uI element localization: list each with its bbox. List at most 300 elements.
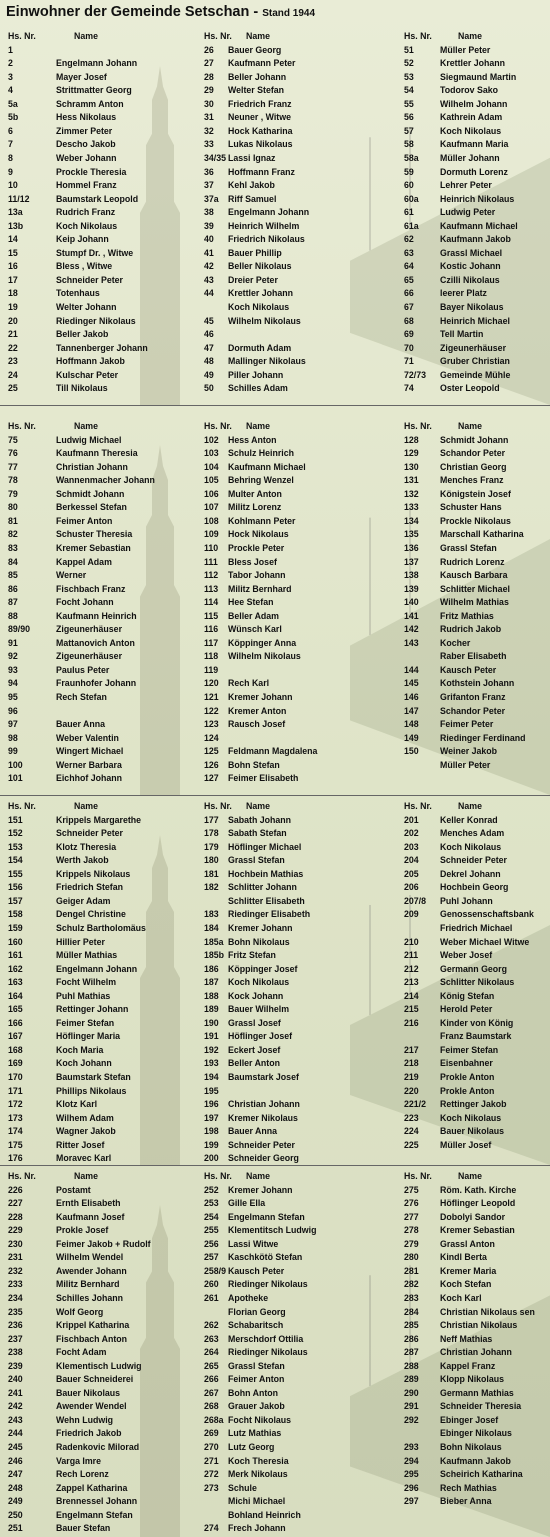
- house-number: 183: [204, 909, 219, 920]
- resident-name: Kremer Sebastian: [56, 542, 131, 553]
- house-number: 85: [8, 570, 18, 581]
- house-number: 241: [8, 1387, 23, 1398]
- resident-name: Kaufmann Michael: [228, 461, 306, 472]
- table-row: [204, 1224, 384, 1238]
- column-1: [8, 406, 188, 796]
- resident-name: Kostic Johann: [440, 261, 501, 272]
- header-name: Name: [458, 421, 482, 431]
- resident-name: Wannenmacher Johann: [56, 475, 155, 486]
- house-number: 162: [8, 963, 23, 974]
- house-number: 252: [204, 1184, 219, 1195]
- house-number: 232: [8, 1265, 23, 1276]
- resident-name: Christian Johann: [440, 1347, 512, 1358]
- table-row: [204, 1414, 384, 1428]
- resident-name: Koch Nikolaus: [228, 302, 290, 312]
- table-row: [404, 1184, 550, 1198]
- house-number: 190: [204, 1017, 219, 1028]
- house-number: 118: [204, 651, 219, 662]
- table-row: [404, 220, 550, 234]
- table-row: [204, 637, 384, 651]
- resident-name: Awender Wendel: [56, 1401, 127, 1412]
- house-number: 213: [404, 977, 419, 988]
- table-row: [404, 247, 550, 261]
- house-number: 3: [8, 71, 13, 82]
- table-row: [404, 732, 550, 746]
- table-row: [204, 1319, 384, 1333]
- resident-name: Feldmann Magdalena: [228, 746, 318, 757]
- table-row: [404, 274, 550, 288]
- table-row: [8, 1455, 188, 1469]
- resident-name: Kaufmann Jakob: [440, 234, 511, 245]
- house-number: 277: [404, 1211, 419, 1222]
- resident-name: Bauer Georg: [228, 44, 282, 55]
- resident-name: Christian Johann: [228, 1099, 300, 1110]
- resident-name: Werth Jakob: [56, 855, 109, 866]
- header-name: Name: [246, 801, 270, 811]
- table-row: [404, 1112, 550, 1126]
- house-number: 128: [404, 434, 419, 445]
- table-row: [404, 206, 550, 220]
- house-number: 135: [404, 529, 419, 540]
- resident-name: Germann Georg: [440, 963, 507, 974]
- house-number: 176: [8, 1153, 23, 1164]
- resident-name: Müller Josef: [440, 1139, 492, 1150]
- table-row: [404, 355, 550, 369]
- resident-name: Mayer Josef: [56, 71, 107, 82]
- house-number: 161: [8, 950, 23, 961]
- table-row: [204, 718, 384, 732]
- table-row: [404, 111, 550, 125]
- table-row: [204, 1211, 384, 1225]
- table-row: [8, 1003, 188, 1017]
- house-number: 182: [204, 882, 219, 893]
- table-row: [204, 895, 384, 909]
- house-number: 40: [204, 234, 214, 245]
- resident-name: Marschall Katharina: [440, 529, 524, 540]
- table-row: [404, 1373, 550, 1387]
- resident-name: Lutz Georg: [228, 1442, 275, 1452]
- resident-name: Moravec Karl: [56, 1153, 112, 1164]
- house-number: 80: [8, 502, 18, 513]
- column-1: [8, 796, 188, 1166]
- house-number: 7: [8, 139, 13, 150]
- table-row: [8, 152, 188, 166]
- house-number: 234: [8, 1292, 23, 1303]
- table-row: [404, 705, 550, 719]
- table-row: [404, 1085, 550, 1099]
- table-row: [204, 1003, 384, 1017]
- house-number: 272: [204, 1469, 219, 1480]
- resident-name: Prokle Anton: [440, 1072, 495, 1082]
- resident-name: Engelmann Johann: [56, 58, 138, 69]
- resident-name: Kaufmann Maria: [440, 139, 509, 150]
- table-row: [8, 474, 188, 488]
- resident-name: Militz Bernhard: [56, 1279, 120, 1290]
- resident-name: Merk Nikolaus: [228, 1469, 288, 1480]
- house-number: 30: [204, 98, 214, 109]
- table-row: [204, 71, 384, 85]
- table-row: [8, 1482, 188, 1496]
- house-number: 204: [404, 855, 419, 866]
- house-number: 175: [8, 1139, 23, 1150]
- table-row: [204, 342, 384, 356]
- house-number: 57: [404, 125, 414, 136]
- resident-name: Koch Theresia: [228, 1455, 289, 1466]
- house-number: 283: [404, 1292, 419, 1303]
- resident-name: Klopp Nikolaus: [440, 1374, 505, 1385]
- house-number: 267: [204, 1387, 219, 1398]
- resident-name: Engelmann Stefan: [228, 1211, 305, 1222]
- header-name: Name: [246, 31, 270, 41]
- resident-name: Rettinger Johann: [56, 1004, 129, 1015]
- resident-name: Prockle Nikolaus: [440, 515, 511, 526]
- house-number: 251: [8, 1523, 23, 1534]
- table-row: [8, 1030, 188, 1044]
- table-row: [8, 583, 188, 597]
- table-row: [404, 1455, 550, 1469]
- table-row: [204, 1085, 384, 1099]
- house-number: 46: [204, 329, 214, 340]
- resident-name: Welter Johann: [56, 302, 117, 312]
- table-row: [404, 138, 550, 152]
- table-row: [8, 220, 188, 234]
- resident-name: Schlitter Elisabeth: [228, 895, 305, 906]
- table-row: [404, 1427, 550, 1441]
- column-header: [204, 1170, 384, 1184]
- resident-name: Kausch Peter: [440, 664, 497, 675]
- table-row: [8, 677, 188, 691]
- resident-name: Bless Josef: [228, 556, 277, 567]
- house-number: 103: [204, 448, 219, 459]
- table-row: [204, 732, 384, 746]
- resident-name: Ebinger Josef: [440, 1414, 499, 1425]
- resident-name: Schlitter Michael: [440, 583, 510, 594]
- resident-name: Geiger Adam: [56, 895, 111, 906]
- table-row: [404, 71, 550, 85]
- resident-name: Schandor Peter: [440, 705, 506, 716]
- table-row: [404, 287, 550, 301]
- table-row: [204, 745, 384, 759]
- house-number: 216: [404, 1017, 419, 1028]
- table-row: [404, 1211, 550, 1225]
- table-row: [8, 84, 188, 98]
- house-number: 67: [404, 302, 414, 312]
- house-number: 50: [204, 383, 214, 394]
- table-row: [8, 881, 188, 895]
- table-row: [404, 677, 550, 691]
- house-number: 41: [204, 247, 214, 258]
- table-row: [8, 1346, 188, 1360]
- house-number: 195: [204, 1085, 219, 1096]
- table-row: [204, 976, 384, 990]
- table-row: [204, 922, 384, 936]
- house-number: 47: [204, 342, 214, 353]
- house-number: 51: [404, 44, 414, 55]
- table-row: [204, 125, 384, 139]
- resident-name: Schuster Theresia: [56, 529, 133, 540]
- table-row: [8, 610, 188, 624]
- house-number: 146: [404, 692, 419, 702]
- table-row: [8, 895, 188, 909]
- table-row: [204, 705, 384, 719]
- house-number: 196: [204, 1099, 219, 1110]
- house-number: 160: [8, 936, 23, 947]
- table-row: [204, 447, 384, 461]
- table-row: [8, 1333, 188, 1347]
- table-row: [204, 854, 384, 868]
- table-row: [204, 474, 384, 488]
- resident-name: Koch Stefan: [440, 1279, 492, 1290]
- house-number: 268a: [204, 1414, 224, 1425]
- table-row: [204, 1125, 384, 1139]
- resident-name: Feimer Stefan: [440, 1044, 499, 1055]
- house-number: 169: [8, 1058, 23, 1069]
- resident-name: Schlitter Johann: [228, 882, 297, 893]
- table-row: [204, 1251, 384, 1265]
- table-row: [404, 152, 550, 166]
- table-row: [8, 1071, 188, 1085]
- resident-name: Tannenberger Johann: [56, 342, 148, 353]
- house-number: 137: [404, 556, 419, 567]
- house-number: 278: [404, 1225, 419, 1236]
- table-row: [8, 1057, 188, 1071]
- resident-name: Rech Mathias: [440, 1482, 497, 1493]
- table-row: [204, 233, 384, 247]
- house-number: 62: [404, 234, 414, 245]
- house-number: 117: [204, 637, 219, 648]
- house-number: 148: [404, 719, 419, 730]
- resident-name: Bauer Nikolaus: [56, 1387, 121, 1398]
- resident-name: Müller Johann: [440, 152, 500, 163]
- resident-name: Kausch Peter: [228, 1265, 285, 1276]
- resident-name: Grassl Stefan: [228, 1360, 285, 1371]
- column-header: [204, 30, 384, 44]
- house-number: 224: [404, 1126, 419, 1137]
- table-row: [8, 936, 188, 950]
- table-row: [404, 369, 550, 383]
- house-number: 165: [8, 1004, 23, 1015]
- resident-name: Wagner Jakob: [56, 1126, 116, 1137]
- table-row: [8, 745, 188, 759]
- table-row: [8, 854, 188, 868]
- table-row: [404, 1278, 550, 1292]
- table-row: [8, 488, 188, 502]
- resident-name: Lehrer Peter: [440, 180, 492, 191]
- house-number: 55: [404, 98, 414, 109]
- table-row: [404, 922, 550, 936]
- house-number: 127: [204, 773, 219, 784]
- house-number: 22: [8, 342, 18, 353]
- house-number: 61a: [404, 220, 419, 231]
- resident-name: Gemeinde Mühle: [440, 369, 511, 380]
- house-number: 291: [404, 1401, 419, 1412]
- table-row: [8, 841, 188, 855]
- house-number: 13b: [8, 220, 24, 231]
- resident-name: Weber Josef: [440, 950, 493, 961]
- table-row: [404, 650, 550, 664]
- house-number: 263: [204, 1333, 219, 1344]
- resident-name: Koch Nikolaus: [228, 977, 290, 988]
- resident-name: Bohland Heinrich: [228, 1509, 301, 1520]
- resident-name: Hillier Peter: [56, 936, 105, 947]
- table-row: [204, 274, 384, 288]
- house-number: 48: [204, 356, 214, 367]
- house-number: 264: [204, 1347, 219, 1358]
- resident-name: Kremer Nikolaus: [228, 1112, 298, 1123]
- resident-name: Lassi Ignaz: [228, 152, 276, 163]
- table-row: [8, 1224, 188, 1238]
- table-row: [204, 990, 384, 1004]
- house-number: 105: [204, 475, 219, 486]
- column-3: [404, 26, 550, 405]
- house-number: 290: [404, 1387, 419, 1398]
- resident-name: Zigeunerhäuser: [56, 624, 122, 635]
- resident-name: Klotz Theresia: [56, 841, 117, 852]
- house-number: 107: [204, 502, 219, 513]
- resident-name: Schulz Heinrich: [228, 448, 294, 459]
- resident-name: Röm. Kath. Kirche: [440, 1184, 517, 1195]
- resident-name: Weiner Jakob: [440, 746, 498, 757]
- house-number: 281: [404, 1265, 419, 1276]
- resident-name: Höflinger Maria: [56, 1031, 121, 1042]
- resident-name: Tabor Johann: [228, 570, 286, 581]
- resident-name: Hess Anton: [228, 434, 277, 445]
- resident-name: Klementitsch Ludwig: [228, 1225, 317, 1236]
- house-number: 83: [8, 542, 18, 553]
- resident-name: Piller Johann: [228, 369, 284, 380]
- resident-name: Bauer Wilhelm: [228, 1004, 290, 1015]
- resident-name: Keller Konrad: [440, 814, 498, 825]
- house-number: 229: [8, 1225, 23, 1236]
- resident-name: Krippel Katharina: [56, 1320, 130, 1331]
- table-row: [404, 1495, 550, 1509]
- house-number: 243: [8, 1414, 23, 1425]
- house-number: 284: [404, 1306, 419, 1317]
- table-row: [8, 976, 188, 990]
- resident-name: Wilhelm Nikolaus: [228, 651, 301, 662]
- resident-name: Neff Mathias: [440, 1333, 493, 1344]
- house-number: 295: [404, 1469, 419, 1480]
- house-number: 112: [204, 570, 219, 581]
- house-number: 214: [404, 990, 419, 1001]
- house-number: 5b: [8, 112, 19, 123]
- resident-name: Köppinger Anna: [228, 637, 297, 648]
- house-number: 94: [8, 678, 18, 689]
- resident-name: Scheirich Katharina: [440, 1469, 523, 1480]
- house-number: 279: [404, 1238, 419, 1249]
- resident-name: Kaufmann Jakob: [440, 1455, 511, 1466]
- resident-name: Dormuth Lorenz: [440, 166, 508, 177]
- resident-name: Lutz Mathias: [228, 1428, 282, 1439]
- table-row: [8, 814, 188, 828]
- resident-name: Bieber Anna: [440, 1496, 492, 1507]
- resident-name: Militz Bernhard: [228, 583, 292, 594]
- resident-name: Rudrich Franz: [56, 207, 116, 218]
- table-row: [8, 98, 188, 112]
- house-number: 15: [8, 247, 18, 258]
- table-row: [204, 664, 384, 678]
- house-number: 66: [404, 288, 414, 299]
- column-2: [204, 26, 384, 405]
- house-number: 84: [8, 556, 18, 567]
- resident-name: Strittmatter Georg: [56, 85, 132, 96]
- house-number: 91: [8, 637, 18, 648]
- resident-name: Schneider Peter: [56, 828, 123, 839]
- house-number: 194: [204, 1072, 219, 1082]
- resident-name: Krettler Johann: [440, 58, 506, 69]
- house-number: 274: [204, 1523, 219, 1534]
- resident-name: Postamt: [56, 1184, 91, 1195]
- column-header: [404, 420, 550, 434]
- table-row: [8, 206, 188, 220]
- table-row: [404, 1251, 550, 1265]
- resident-name: Klementisch Ludwig: [56, 1360, 142, 1371]
- resident-name: Rudrich Jakob: [440, 624, 502, 635]
- house-number: 219: [404, 1072, 419, 1082]
- house-number: 82: [8, 529, 18, 540]
- table-row: [204, 57, 384, 71]
- resident-name: Kinder von König: [440, 1017, 514, 1028]
- resident-name: Lassi Witwe: [228, 1238, 279, 1249]
- table-row: [404, 488, 550, 502]
- house-number: 211: [404, 950, 419, 961]
- house-number: 120: [204, 678, 219, 689]
- resident-name: Riedinger Nikolaus: [228, 1279, 308, 1290]
- table-row: [204, 949, 384, 963]
- resident-name: Puhl Mathias: [56, 990, 111, 1001]
- house-number: 31: [204, 112, 214, 123]
- resident-name: Schilles Adam: [228, 383, 288, 394]
- resident-name: Schlitter Nikolaus: [440, 977, 515, 988]
- table-row: [404, 98, 550, 112]
- resident-name: Krettler Johann: [228, 288, 294, 299]
- house-number: 61: [404, 207, 414, 218]
- house-number: 253: [204, 1198, 219, 1209]
- house-number: 199: [204, 1139, 219, 1150]
- resident-name: Descho Jakob: [56, 139, 116, 150]
- table-row: [204, 1427, 384, 1441]
- table-row: [404, 542, 550, 556]
- house-number: 246: [8, 1455, 23, 1466]
- house-number: 200: [204, 1153, 219, 1164]
- table-row: [204, 1509, 384, 1523]
- table-row: [204, 772, 384, 786]
- table-row: [8, 1509, 188, 1523]
- resident-name: Herold Peter: [440, 1004, 493, 1015]
- house-number: 53: [404, 71, 414, 82]
- table-row: [204, 1455, 384, 1469]
- table-row: [404, 44, 550, 58]
- resident-name: leerer Platz: [440, 288, 487, 299]
- house-number: 123: [204, 719, 219, 730]
- resident-name: Genossenschaftsbank: [440, 909, 534, 920]
- table-row: [204, 583, 384, 597]
- resident-name: Brennessel Johann: [56, 1496, 138, 1507]
- table-row: [204, 963, 384, 977]
- resident-name: Ritter Josef: [56, 1139, 105, 1150]
- table-row: [8, 569, 188, 583]
- house-number: 78: [8, 475, 18, 486]
- table-row: [8, 990, 188, 1004]
- house-number: 54: [404, 85, 414, 96]
- house-number: 218: [404, 1058, 419, 1069]
- house-number: 275: [404, 1184, 419, 1195]
- table-row: [404, 461, 550, 475]
- table-row: [404, 895, 550, 909]
- title-subtitle: Stand 1944: [262, 8, 316, 19]
- table-row: [8, 1085, 188, 1099]
- resident-name: Kausch Barbara: [440, 570, 508, 581]
